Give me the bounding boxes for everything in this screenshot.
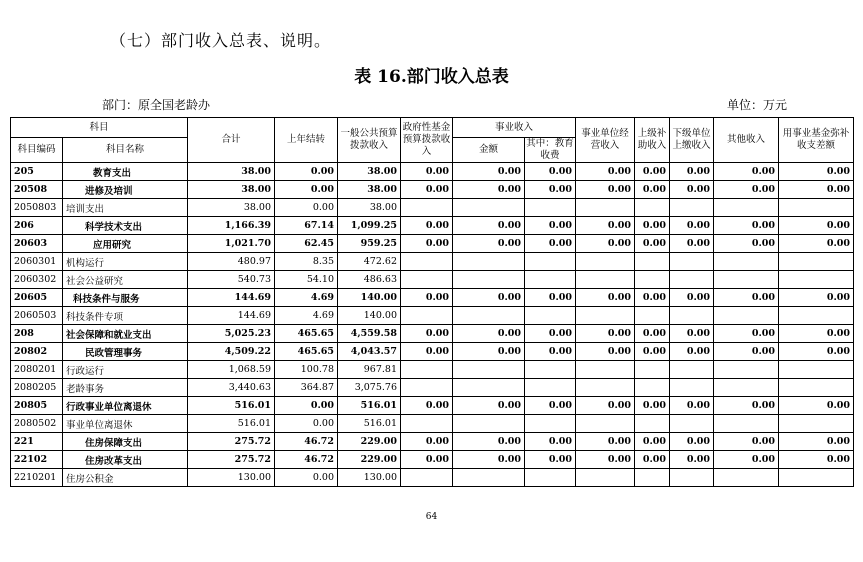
value-cell: 0.00 xyxy=(714,343,779,361)
value-cell xyxy=(779,379,854,397)
subject-name-cell: 住房改革支出 xyxy=(63,451,188,469)
value-cell: 0.00 xyxy=(670,433,714,451)
table-row xyxy=(11,307,854,325)
value-cell: 0.00 xyxy=(779,217,854,235)
value-cell xyxy=(670,253,714,271)
value-cell xyxy=(635,469,670,487)
value-cell: 0.00 xyxy=(635,451,670,469)
subject-code-cell: 20805 xyxy=(11,397,63,415)
value-cell: 0.00 xyxy=(453,163,525,181)
value-cell: 0.00 xyxy=(714,433,779,451)
table-row xyxy=(11,181,854,199)
value-cell: 0.00 xyxy=(714,181,779,199)
value-cell xyxy=(670,271,714,289)
table-header xyxy=(11,118,854,163)
value-cell: 67.14 xyxy=(275,217,338,235)
value-cell: 0.00 xyxy=(401,343,453,361)
value-cell xyxy=(670,361,714,379)
value-cell: 1,166.39 xyxy=(188,217,275,235)
value-cell: 967.81 xyxy=(338,361,401,379)
value-cell xyxy=(453,379,525,397)
value-cell: 0.00 xyxy=(401,325,453,343)
subject-name-cell: 社会公益研究 xyxy=(63,271,188,289)
section-heading: （七）部门收入总表、说明。 xyxy=(110,31,332,50)
subject-name-cell: 培训支出 xyxy=(63,199,188,217)
subject-code-cell: 2060503 xyxy=(11,307,63,325)
value-cell: 62.45 xyxy=(275,235,338,253)
value-cell xyxy=(525,379,576,397)
value-cell: 140.00 xyxy=(338,289,401,307)
table-body xyxy=(11,163,854,487)
table-row xyxy=(11,433,854,451)
table-row xyxy=(11,271,854,289)
value-cell: 0.00 xyxy=(576,163,635,181)
subject-code-cell: 2060302 xyxy=(11,271,63,289)
value-cell: 4.69 xyxy=(275,307,338,325)
subject-code-cell: 205 xyxy=(11,163,63,181)
value-cell: 0.00 xyxy=(670,325,714,343)
value-cell xyxy=(779,469,854,487)
value-cell: 0.00 xyxy=(275,415,338,433)
value-cell xyxy=(525,271,576,289)
header-total: 合计 xyxy=(188,118,275,163)
value-cell: 0.00 xyxy=(453,397,525,415)
value-cell: 959.25 xyxy=(338,235,401,253)
subject-name-cell: 行政事业单位离退休 xyxy=(63,397,188,415)
value-cell xyxy=(576,415,635,433)
value-cell xyxy=(401,469,453,487)
value-cell: 38.00 xyxy=(338,199,401,217)
value-cell: 0.00 xyxy=(453,289,525,307)
value-cell: 275.72 xyxy=(188,451,275,469)
table-row xyxy=(11,361,854,379)
value-cell xyxy=(714,469,779,487)
subject-name-cell: 老龄事务 xyxy=(63,379,188,397)
value-cell: 275.72 xyxy=(188,433,275,451)
value-cell: 38.00 xyxy=(188,181,275,199)
value-cell xyxy=(714,379,779,397)
value-cell: 46.72 xyxy=(275,451,338,469)
subject-name-cell: 社会保障和就业支出 xyxy=(63,325,188,343)
header-subordinate-payment: 下级单位上缴收入 xyxy=(670,118,714,163)
value-cell: 0.00 xyxy=(576,217,635,235)
value-cell xyxy=(714,307,779,325)
header-subject-name: 科目名称 xyxy=(63,138,188,163)
value-cell xyxy=(635,361,670,379)
subject-code-cell: 22102 xyxy=(11,451,63,469)
value-cell: 0.00 xyxy=(635,325,670,343)
value-cell xyxy=(576,199,635,217)
header-other-income: 其他收入 xyxy=(714,118,779,163)
value-cell: 480.97 xyxy=(188,253,275,271)
subject-name-cell: 科技条件与服务 xyxy=(63,289,188,307)
value-cell: 38.00 xyxy=(338,163,401,181)
value-cell: 0.00 xyxy=(576,289,635,307)
value-cell xyxy=(714,253,779,271)
value-cell: 38.00 xyxy=(188,163,275,181)
value-cell xyxy=(401,253,453,271)
value-cell: 0.00 xyxy=(779,451,854,469)
value-cell: 0.00 xyxy=(401,181,453,199)
value-cell: 0.00 xyxy=(401,163,453,181)
value-cell: 130.00 xyxy=(338,469,401,487)
subject-code-cell: 20603 xyxy=(11,235,63,253)
value-cell: 0.00 xyxy=(275,469,338,487)
header-education-fee: 其中：教育收费 xyxy=(526,138,574,161)
value-cell: 0.00 xyxy=(525,397,576,415)
value-cell xyxy=(576,253,635,271)
value-cell xyxy=(779,271,854,289)
value-cell xyxy=(401,271,453,289)
value-cell: 4,509.22 xyxy=(188,343,275,361)
subject-name-cell: 科技条件专项 xyxy=(63,307,188,325)
value-cell xyxy=(670,379,714,397)
value-cell: 0.00 xyxy=(635,289,670,307)
value-cell: 516.01 xyxy=(338,397,401,415)
value-cell: 0.00 xyxy=(670,181,714,199)
value-cell xyxy=(670,469,714,487)
value-cell xyxy=(401,199,453,217)
value-cell: 5,025.23 xyxy=(188,325,275,343)
department-label: 部门：原全国老龄办 xyxy=(102,98,211,112)
subject-name-cell: 应用研究 xyxy=(63,235,188,253)
subject-code-cell: 20802 xyxy=(11,343,63,361)
value-cell: 0.00 xyxy=(635,433,670,451)
value-cell: 1,068.59 xyxy=(188,361,275,379)
header-amount: 金额 xyxy=(453,138,525,163)
value-cell xyxy=(714,415,779,433)
value-cell: 0.00 xyxy=(779,325,854,343)
value-cell: 0.00 xyxy=(453,451,525,469)
value-cell xyxy=(525,199,576,217)
value-cell: 0.00 xyxy=(670,451,714,469)
value-cell xyxy=(576,307,635,325)
value-cell xyxy=(779,199,854,217)
value-cell: 0.00 xyxy=(453,235,525,253)
value-cell: 4,043.57 xyxy=(338,343,401,361)
value-cell: 0.00 xyxy=(635,343,670,361)
value-cell: 0.00 xyxy=(453,181,525,199)
value-cell xyxy=(714,361,779,379)
value-cell xyxy=(779,415,854,433)
header-superior-subsidy: 上级补助收入 xyxy=(635,118,670,163)
value-cell: 0.00 xyxy=(779,343,854,361)
value-cell xyxy=(779,307,854,325)
value-cell: 0.00 xyxy=(714,235,779,253)
subject-code-cell: 2080502 xyxy=(11,415,63,433)
value-cell: 516.01 xyxy=(338,415,401,433)
value-cell xyxy=(453,415,525,433)
value-cell xyxy=(635,199,670,217)
subject-code-cell: 2080201 xyxy=(11,361,63,379)
subject-name-cell: 行政运行 xyxy=(63,361,188,379)
value-cell: 0.00 xyxy=(635,163,670,181)
value-cell: 0.00 xyxy=(401,397,453,415)
value-cell: 465.65 xyxy=(275,343,338,361)
value-cell xyxy=(635,307,670,325)
value-cell xyxy=(670,199,714,217)
value-cell: 0.00 xyxy=(779,397,854,415)
value-cell: 0.00 xyxy=(525,325,576,343)
value-cell: 516.01 xyxy=(188,415,275,433)
value-cell: 0.00 xyxy=(525,433,576,451)
value-cell: 0.00 xyxy=(525,289,576,307)
header-general-budget: 一般公共预算拨款收入 xyxy=(338,118,401,163)
value-cell: 0.00 xyxy=(576,397,635,415)
value-cell: 0.00 xyxy=(401,235,453,253)
value-cell xyxy=(525,253,576,271)
table-row xyxy=(11,379,854,397)
value-cell: 472.62 xyxy=(338,253,401,271)
value-cell: 0.00 xyxy=(714,163,779,181)
value-cell: 100.78 xyxy=(275,361,338,379)
page-number: 64 xyxy=(425,512,438,522)
value-cell: 0.00 xyxy=(635,235,670,253)
table-row xyxy=(11,451,854,469)
value-cell: 0.00 xyxy=(779,181,854,199)
value-cell: 0.00 xyxy=(576,451,635,469)
value-cell xyxy=(401,379,453,397)
value-cell: 0.00 xyxy=(275,163,338,181)
table-row xyxy=(11,253,854,271)
value-cell: 229.00 xyxy=(338,451,401,469)
value-cell: 3,440.63 xyxy=(188,379,275,397)
value-cell xyxy=(453,199,525,217)
value-cell: 0.00 xyxy=(453,217,525,235)
header-fund-balance: 用事业基金弥补收支差额 xyxy=(779,118,854,163)
value-cell xyxy=(525,415,576,433)
subject-name-cell: 机构运行 xyxy=(63,253,188,271)
value-cell: 0.00 xyxy=(525,235,576,253)
unit-label: 单位：万元 xyxy=(727,98,788,112)
value-cell: 0.00 xyxy=(670,163,714,181)
value-cell: 0.00 xyxy=(576,433,635,451)
value-cell xyxy=(670,415,714,433)
value-cell: 0.00 xyxy=(453,325,525,343)
value-cell: 0.00 xyxy=(525,217,576,235)
value-cell: 0.00 xyxy=(275,181,338,199)
value-cell xyxy=(576,379,635,397)
value-cell xyxy=(635,415,670,433)
subject-name-cell: 民政管理事务 xyxy=(63,343,188,361)
value-cell: 0.00 xyxy=(525,343,576,361)
value-cell: 0.00 xyxy=(525,451,576,469)
value-cell: 0.00 xyxy=(670,289,714,307)
value-cell: 46.72 xyxy=(275,433,338,451)
value-cell: 0.00 xyxy=(576,325,635,343)
value-cell xyxy=(525,307,576,325)
value-cell: 0.00 xyxy=(401,451,453,469)
table-row xyxy=(11,343,854,361)
value-cell: 516.01 xyxy=(188,397,275,415)
value-cell xyxy=(576,361,635,379)
value-cell: 0.00 xyxy=(714,397,779,415)
value-cell: 4.69 xyxy=(275,289,338,307)
subject-code-cell: 20508 xyxy=(11,181,63,199)
table-row xyxy=(11,397,854,415)
value-cell: 0.00 xyxy=(779,289,854,307)
value-cell xyxy=(635,379,670,397)
value-cell: 3,075.76 xyxy=(338,379,401,397)
value-cell: 38.00 xyxy=(188,199,275,217)
value-cell: 1,099.25 xyxy=(338,217,401,235)
value-cell: 540.73 xyxy=(188,271,275,289)
value-cell: 0.00 xyxy=(275,199,338,217)
table-row xyxy=(11,469,854,487)
value-cell xyxy=(576,271,635,289)
value-cell xyxy=(453,271,525,289)
value-cell: 0.00 xyxy=(635,181,670,199)
table-row xyxy=(11,235,854,253)
value-cell: 130.00 xyxy=(188,469,275,487)
value-cell: 486.63 xyxy=(338,271,401,289)
value-cell xyxy=(670,307,714,325)
value-cell xyxy=(525,469,576,487)
header-subject-code: 科目编码 xyxy=(11,138,63,163)
value-cell xyxy=(401,307,453,325)
table-row xyxy=(11,163,854,181)
value-cell xyxy=(453,469,525,487)
value-cell: 0.00 xyxy=(453,343,525,361)
value-cell xyxy=(576,469,635,487)
table-row xyxy=(11,325,854,343)
value-cell xyxy=(779,253,854,271)
subject-name-cell: 事业单位离退休 xyxy=(63,415,188,433)
table-row xyxy=(11,199,854,217)
table-title: 表 16.部门收入总表 xyxy=(354,67,509,87)
value-cell: 0.00 xyxy=(635,397,670,415)
value-cell xyxy=(779,361,854,379)
subject-code-cell: 2080205 xyxy=(11,379,63,397)
header-business-income: 事业收入 xyxy=(453,118,576,138)
subject-name-cell: 住房公积金 xyxy=(63,469,188,487)
value-cell: 0.00 xyxy=(576,343,635,361)
value-cell xyxy=(401,361,453,379)
table-row xyxy=(11,289,854,307)
value-cell: 38.00 xyxy=(338,181,401,199)
value-cell xyxy=(453,361,525,379)
subject-name-cell: 科学技术支出 xyxy=(63,217,188,235)
value-cell: 229.00 xyxy=(338,433,401,451)
subject-code-cell: 2060301 xyxy=(11,253,63,271)
value-cell: 0.00 xyxy=(714,217,779,235)
value-cell xyxy=(453,307,525,325)
value-cell: 0.00 xyxy=(525,181,576,199)
value-cell: 0.00 xyxy=(670,343,714,361)
table-row xyxy=(11,415,854,433)
value-cell: 0.00 xyxy=(635,217,670,235)
value-cell: 1,021.70 xyxy=(188,235,275,253)
value-cell: 144.69 xyxy=(188,289,275,307)
subject-name-cell: 进修及培训 xyxy=(63,181,188,199)
value-cell: 0.00 xyxy=(779,433,854,451)
value-cell xyxy=(635,253,670,271)
value-cell: 4,559.58 xyxy=(338,325,401,343)
subject-code-cell: 2210201 xyxy=(11,469,63,487)
value-cell: 0.00 xyxy=(401,433,453,451)
subject-code-cell: 208 xyxy=(11,325,63,343)
header-gov-fund: 政府性基金预算拨款收入 xyxy=(401,118,453,163)
value-cell: 0.00 xyxy=(714,325,779,343)
value-cell: 0.00 xyxy=(576,181,635,199)
value-cell: 140.00 xyxy=(338,307,401,325)
value-cell: 0.00 xyxy=(525,163,576,181)
value-cell: 0.00 xyxy=(670,397,714,415)
header-business-unit-operating: 事业单位经营收入 xyxy=(576,118,635,163)
value-cell xyxy=(714,271,779,289)
header-subject: 科目 xyxy=(11,118,188,138)
value-cell xyxy=(635,271,670,289)
subject-name-cell: 住房保障支出 xyxy=(63,433,188,451)
table-row xyxy=(11,217,854,235)
value-cell xyxy=(453,253,525,271)
value-cell: 0.00 xyxy=(670,217,714,235)
value-cell: 0.00 xyxy=(453,433,525,451)
value-cell: 0.00 xyxy=(670,235,714,253)
value-cell: 8.35 xyxy=(275,253,338,271)
subject-code-cell: 206 xyxy=(11,217,63,235)
value-cell: 0.00 xyxy=(401,217,453,235)
subject-name-cell: 教育支出 xyxy=(63,163,188,181)
value-cell: 465.65 xyxy=(275,325,338,343)
value-cell: 0.00 xyxy=(401,289,453,307)
value-cell xyxy=(714,199,779,217)
value-cell: 364.87 xyxy=(275,379,338,397)
value-cell: 0.00 xyxy=(714,451,779,469)
income-summary-table xyxy=(10,117,854,487)
value-cell: 0.00 xyxy=(714,289,779,307)
subject-code-cell: 20605 xyxy=(11,289,63,307)
subject-code-cell: 2050803 xyxy=(11,199,63,217)
value-cell: 0.00 xyxy=(576,235,635,253)
value-cell: 144.69 xyxy=(188,307,275,325)
value-cell: 0.00 xyxy=(275,397,338,415)
value-cell: 54.10 xyxy=(275,271,338,289)
value-cell xyxy=(401,415,453,433)
header-carryover: 上年结转 xyxy=(275,118,338,163)
value-cell xyxy=(525,361,576,379)
value-cell: 0.00 xyxy=(779,235,854,253)
value-cell: 0.00 xyxy=(779,163,854,181)
subject-code-cell: 221 xyxy=(11,433,63,451)
